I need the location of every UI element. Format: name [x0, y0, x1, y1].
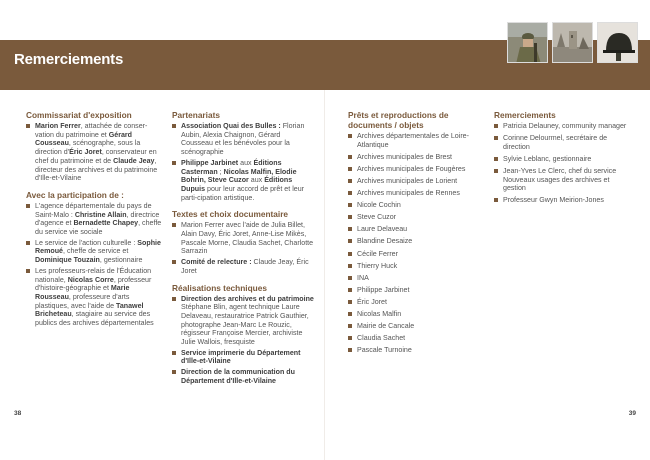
- credit-entry: [172, 159, 314, 203]
- text-run: , scénographe, sous la direction d': [35, 139, 141, 157]
- lender-item: Nicolas Malfin: [348, 310, 484, 319]
- page-number-left: 38: [14, 410, 22, 417]
- name-bold: Éric Joret: [69, 148, 102, 157]
- text-run: , gestionnaire: [99, 256, 143, 265]
- credit-entry: [172, 221, 314, 256]
- lender-item: Éric Joret: [348, 298, 484, 307]
- text-run: , professeur d'histoire-géographie et: [35, 275, 152, 293]
- thanks-list: [494, 122, 634, 205]
- name-bold: Nicolas Corre: [67, 275, 114, 284]
- credit-entry: [26, 202, 162, 237]
- section-title-textes: Textes et choix documentaire: [172, 209, 289, 220]
- name-bold: Direction de la communication du Département d'Ille-et-Vilaine: [181, 368, 295, 385]
- name-bold: Marie Rousseau: [35, 284, 130, 301]
- name-bold: Association Quai des Bulles :: [181, 122, 281, 130]
- name-bold: Comité de relecture :: [181, 258, 252, 267]
- top-margin: [0, 0, 650, 20]
- page-title: Remerciements: [14, 51, 124, 68]
- thanks-item: Corinne Delourmel, secrétaire de direction: [494, 134, 634, 151]
- section-title-line: documents / objets: [348, 120, 424, 130]
- lender-item: Archives municipales de Lorient: [348, 177, 484, 186]
- text-run: Stéphane Blin, agent technique Laure Delaveau, restauratrice Patrick Gauthier, photographe Jean-Marc Le Rouzic, régisseur Françoise Mercier, archiviste Julie Wallois, fresquiste: [181, 303, 309, 347]
- column-prets: [348, 110, 484, 358]
- credit-entry: [172, 122, 314, 157]
- lender-item: Blandine Desaize: [348, 237, 484, 246]
- name-bold: Christine Allain: [74, 210, 127, 219]
- column-remerciements: [494, 110, 634, 209]
- name-bold: Nicolas Malfin, Elodie Bohrin, Steve Cuzor: [181, 167, 297, 185]
- text-run: L'agence départementale du pays de Saint-Malo :: [35, 201, 152, 219]
- header-photos: [507, 22, 638, 63]
- text-run: , directrice d'agence et: [35, 210, 160, 228]
- lender-item: Philippe Jarbinet: [348, 286, 484, 295]
- credit-entry: [172, 295, 314, 347]
- section-title-remerciements: Remerciements: [494, 110, 556, 120]
- name-bold: Éditions Dupuis: [181, 176, 293, 193]
- lender-item: Nicole Cochin: [348, 201, 484, 210]
- credit-entry: [172, 368, 314, 385]
- text-run: , cheffe de service et: [63, 247, 129, 256]
- lender-item: INA: [348, 274, 484, 283]
- lender-item: Laure Delaveau: [348, 225, 484, 234]
- column-commissariat: [26, 110, 162, 330]
- text-run: , directeur des archives et du patrimoine d'Ille-et-Vilaine: [35, 156, 158, 183]
- ruins-photo-icon: [552, 22, 593, 63]
- name-bold: Philippe Jarbinet: [181, 158, 239, 167]
- name-bold: Dominique Touzain: [35, 256, 100, 265]
- text-run: ;: [217, 167, 224, 176]
- page-number-right: 39: [628, 410, 636, 417]
- lender-item: Archives départementales de Loire-Atlantique: [348, 132, 484, 149]
- column-partenariats: [172, 110, 314, 388]
- name-bold: Tanawel Bricheteau: [35, 301, 144, 319]
- lender-item: Steve Cuzor: [348, 213, 484, 222]
- credit-entry: [172, 349, 314, 366]
- name-bold: Sophie Remoué: [35, 238, 161, 256]
- lender-item: Claudia Sachet: [348, 334, 484, 343]
- credit-entry: [26, 267, 162, 328]
- lender-item: Archives municipales de Fougères: [348, 165, 484, 174]
- lender-list: [348, 132, 484, 355]
- section-title-line: Prêts et reproductions de: [348, 110, 449, 120]
- lender-item: Cécile Ferrer: [348, 250, 484, 259]
- lender-item: Archives municipales de Rennes: [348, 189, 484, 198]
- lender-item: Pascale Turnoine: [348, 346, 484, 355]
- soldier-photo-icon: [507, 22, 548, 63]
- text-run: aux: [238, 158, 254, 167]
- text-run: aux: [248, 176, 265, 185]
- thanks-item: Sylvie Leblanc, gestionnaire: [494, 155, 634, 164]
- helmet-photo-icon: [597, 22, 638, 63]
- text-run: , conservateur en chef du patrimoine et de: [35, 148, 157, 165]
- thanks-item: Professeur Gwyn Meirion-Jones: [494, 196, 634, 205]
- lender-item: Thierry Huck: [348, 262, 484, 271]
- lender-item: Archives municipales de Brest: [348, 153, 484, 162]
- text-run: Florian Aubin, Alexia Chaignon, Gérard Cousseau et les bénévoles pour la scénographie: [181, 122, 305, 157]
- text-run: , stagiaire au service des publics des archives départementales: [35, 310, 154, 328]
- credit-entry: [26, 239, 162, 265]
- text-run: Claude Jeay, Éric Joret: [181, 258, 309, 275]
- section-title-realisations: Réalisations techniques: [172, 282, 267, 293]
- name-bold: Marion Ferrer: [35, 122, 81, 130]
- credit-entry: [172, 258, 314, 275]
- text-run: Marion Ferrer avec l'aide de Julia Billet, Alain Davy, Éric Joret, Anne-Lise Mikès, Pascale Morne, Claudia Sachet, Charlotte Sarrazin: [181, 221, 314, 256]
- text-run: Les professeurs-relais de l'Éducation nationale,: [35, 266, 152, 284]
- section-title-participation: Avec la participation de :: [26, 189, 124, 200]
- page-spine: [324, 90, 325, 460]
- section-title-partenariats: Partenariats: [172, 110, 220, 120]
- name-bold: Claude Jeay: [113, 156, 155, 165]
- name-bold: Éditions Casterman: [181, 158, 282, 176]
- name-bold: Direction des archives et du patrimoine: [181, 294, 314, 303]
- text-run: Le service de l'action culturelle :: [35, 238, 138, 247]
- thanks-item: Patricia Delauney, community manager: [494, 122, 634, 131]
- credit-entry: [26, 122, 162, 183]
- text-run: , professeure d'arts plastiques, avec l'aide de: [35, 292, 130, 310]
- name-bold: Gérard Cousseau: [35, 130, 133, 148]
- text-run: , cheffe du service vie sociale: [35, 219, 162, 237]
- name-bold: Bernadette Chapey: [73, 219, 139, 228]
- section-title-commissariat: Commissariat d'exposition: [26, 110, 132, 120]
- name-bold: Service imprimerie du Département d'Ille-et-Vilaine: [181, 348, 301, 366]
- text-run: , attachée de conser-vation du patrimoine et: [35, 122, 148, 139]
- thanks-item: Jean-Yves Le Clerc, chef du service Nouveaux usages des archives et gestion: [494, 167, 634, 193]
- text-run: pour leur accord de prêt et leur parti-cipation artistique.: [181, 184, 305, 202]
- section-title-prets: [348, 110, 484, 130]
- lender-item: Mairie de Cancale: [348, 322, 484, 331]
